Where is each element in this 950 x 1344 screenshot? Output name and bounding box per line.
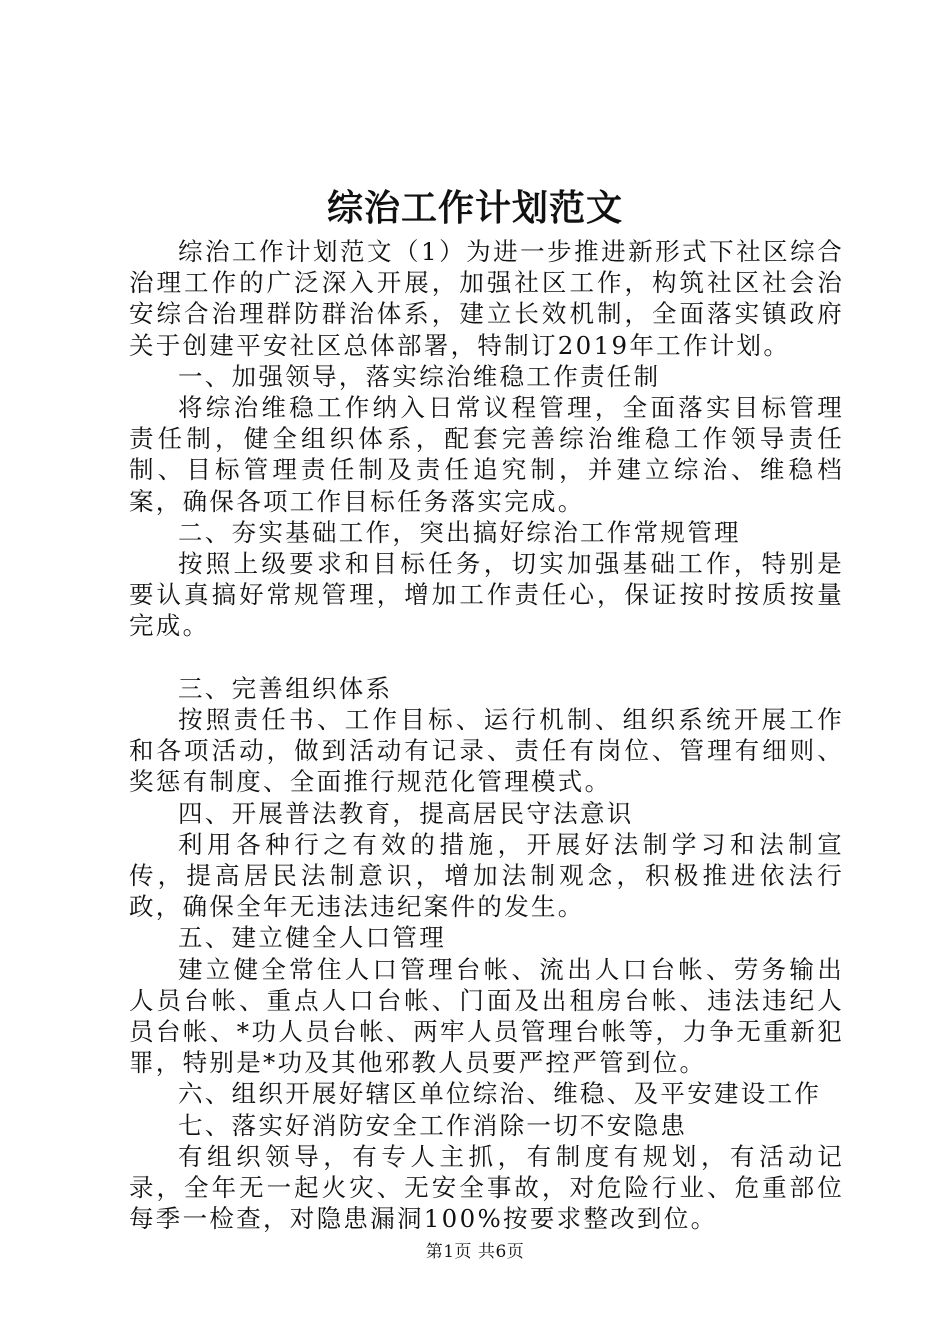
section-heading-5: 五、建立健全人口管理 [178,923,446,953]
paragraph-section-5: 建立健全常住人口管理台帐、流出人口台帐、劳务输出人员台帐、重点人口台帐、门面及出租房台帐、违法违纪人员台帐、*功人员台帐、两牢人员管理台帐等，力争无重新犯罪，特别是*功及其他邪教人员要严控严管到位。 [129,954,844,1078]
section-heading-2: 二、夯实基础工作，突出搞好综治工作常规管理 [178,517,741,547]
paragraph-section-7: 有组织领导，有专人主抓，有制度有规划，有活动记录，全年无一起火灾、无安全事故，对危险行业、危重部位每季一检查，对隐患漏洞100%按要求整改到位。 [129,1141,844,1234]
paragraph-section-1: 将综治维稳工作纳入日常议程管理，全面落实目标管理责任制，健全组织体系，配套完善综治维稳工作领导责任制、目标管理责任制及责任追究制，并建立综治、维稳档案，确保各项工作目标任务落实完成。 [129,393,844,516]
document-title: 综治工作计划范文 [326,187,623,229]
paragraph-section-4: 利用各种行之有效的措施，开展好法制学习和法制宣传，提高居民法制意识，增加法制观念，积极推进依法行政，确保全年无违法违纪案件的发生。 [129,829,844,922]
document-body [129,236,844,1234]
blank-line [129,642,844,673]
page-footer: 第1页 共6页 [425,1242,525,1262]
paragraph-section-3: 按照责任书、工作目标、运行机制、组织系统开展工作和各项活动，做到活动有记录、责任有岗位、管理有细则、奖惩有制度、全面推行规范化管理模式。 [129,705,844,797]
paragraph-section-2: 按照上级要求和目标任务，切实加强基础工作，特别是要认真搞好常规管理，增加工作责任心，保证按时按质按量完成。 [129,549,844,641]
section-heading-7: 七、落实好消防安全工作消除一切不安隐患 [178,1110,688,1140]
section-heading-4: 四、开展普法教育，提高居民守法意识 [178,798,634,828]
paragraph-intro: 综治工作计划范文（1）为进一步推进新形式下社区综合治理工作的广泛深入开展，加强社区工作，构筑社区社会治安综合治理群防群治体系，建立长效机制，全面落实镇政府关于创建平安社区总体部署，特制订2019年工作计划。 [129,237,844,360]
section-heading-3: 三、完善组织体系 [178,673,393,703]
section-heading-1: 一、加强领导，落实综治维稳工作责任制 [178,361,661,391]
section-heading-6: 六、组织开展好辖区单位综治、维稳、及平安建设工作 [178,1079,822,1109]
